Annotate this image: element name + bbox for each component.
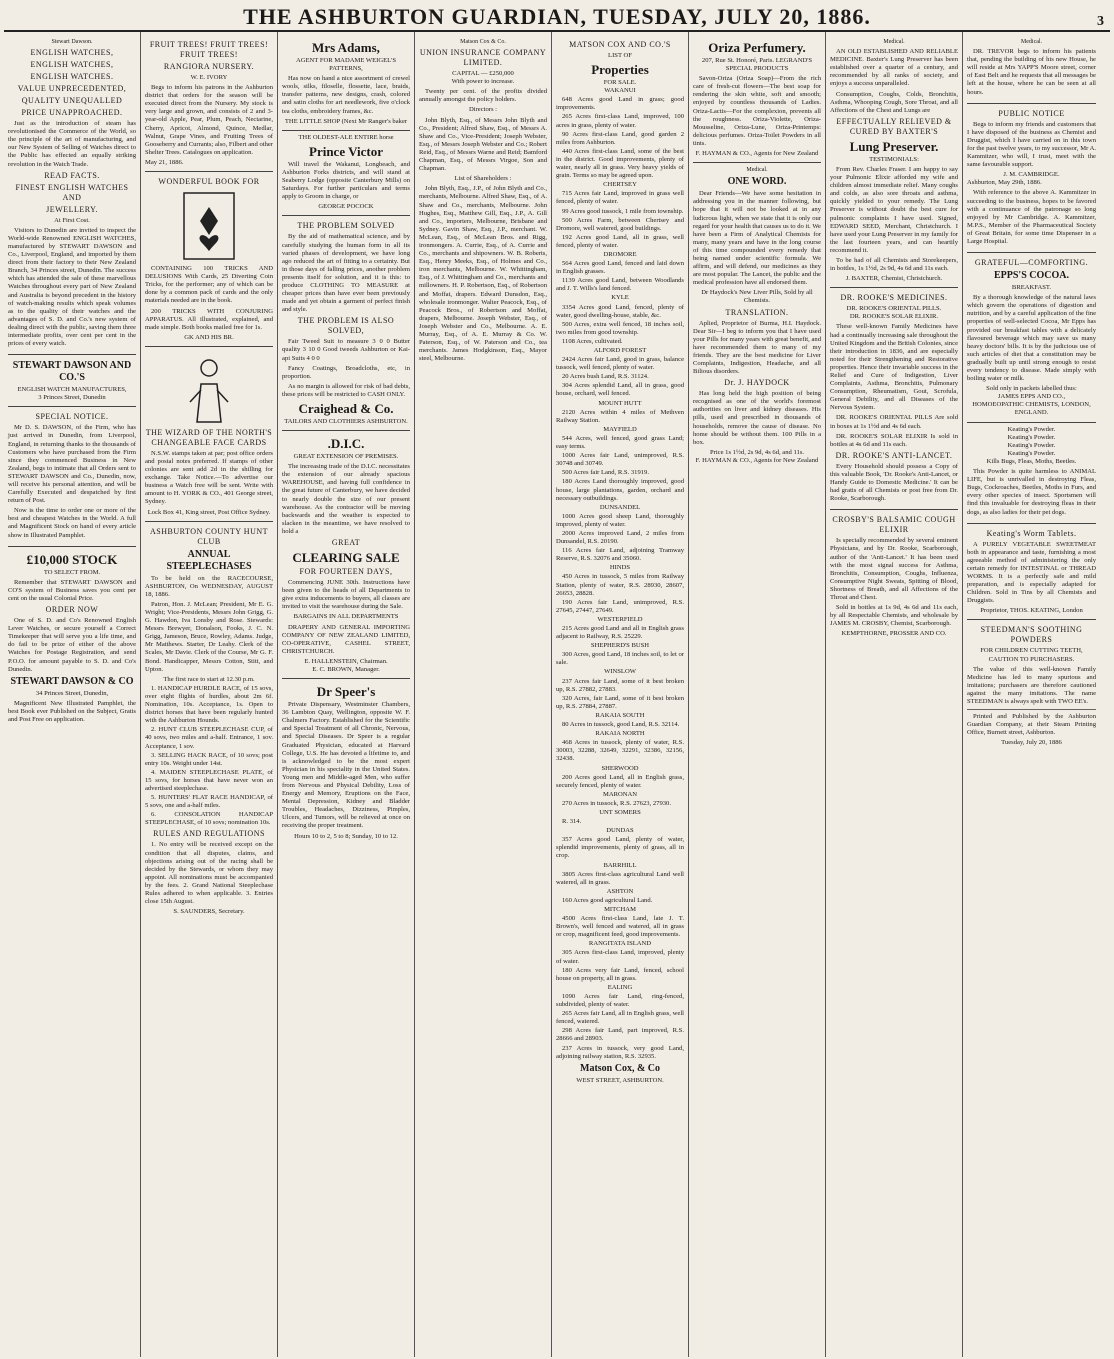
ad-title: Properties bbox=[591, 62, 649, 78]
dr-trevor-ad bbox=[967, 35, 1096, 104]
property-item: 192 Acres good Land, all in grass, well fenced, plenty of water. bbox=[556, 233, 684, 249]
ad-body: As no margin is allowed for risk of bad debts, these prices will be restricted to CASH ONLY. bbox=[282, 382, 410, 398]
ad-body: Just as the introduction of steam has revolutionised the Commerce of the World, so the principle of the art of manufacturing, and our New System of Selling of Watches direct to the Public has effected an equally striking revolution in the Watch Trade. bbox=[8, 120, 136, 168]
ad-address: 34 Princes Street, Dunedin, bbox=[35, 689, 109, 697]
ad-body: By the aid of mathematical science, and by carefully studying the human form in all its varied phases of development, we have long ago reduced the art of fitting to a certainty. But in those days of falling prices, another problem presents itself for solution, and it is this: to produce CLOTHING TO MEASURE at cheaper prices than have ever been previously made and yet obtain a garment of perfect finish and style. bbox=[282, 233, 410, 314]
ad-subhead: TESTIMONIALS: bbox=[869, 155, 919, 163]
ad-line: Keating's Powder. bbox=[1007, 433, 1056, 441]
stock-ad bbox=[8, 547, 136, 730]
property-item: 90 Acres first-class Land, good garden 2 miles from Ashburton. bbox=[556, 130, 684, 146]
ad-firm-sub: TAILORS AND CLOTHIERS ASHBURTON. bbox=[284, 418, 408, 425]
property-item: 180 Acres very fair Land, fenced, school house on property, all in grass. bbox=[556, 966, 684, 982]
ad-subtitle: BREAKFAST. bbox=[1011, 284, 1052, 292]
ad-note: With power to increase. bbox=[451, 78, 515, 86]
ad-body: Patron, Hon. J. McLean; President, Mr E. G. Wright; Vice-Presidents, Messrs John Grigg, G. G. Hawdon, Iva Lonsby and Rose. Stewards: Messrs Brewyer, Donalson, Fooks, J. C. N. Grigg, Jameson, Bruce, Rowley, Adams. Judge, Mr Matthews. Starter, Dr Leahy. Clerk of the Scales, Mr Davie. Clerk of the Course, Mr G. F. Bond. Handicapper, Messrs Cotton, Stitt, and Upton. bbox=[145, 600, 273, 673]
property-item: 564 Acres good Land, fenced and laid down in English grasses. bbox=[556, 260, 684, 276]
ad-body: These well-known Family Medicines have had a continually increasing sale throughout the United Kingdom and the British Colonies, since their introduction in 1836, and are especially noted for their Strengthening and Restorative properties. Hence their invariable success in the Relief and Cure of Indigestion, Liver Complaints, Asthma, Bronchitis, Pulmonary Consumption, Rheumatism, Gout, Scrofula, General Debility, and all Diseases of the Nervous System. bbox=[830, 323, 958, 412]
property-item: 648 Acres good Land in grass; good improvements. bbox=[556, 96, 684, 112]
district-heading: ASHTON bbox=[606, 887, 634, 895]
race-item: 6. CONSOLATION HANDICAP STEEPLECHASE, of 10 sovs; nomination 10s. bbox=[145, 811, 273, 827]
ad-title: EPPS'S COCOA. bbox=[993, 270, 1069, 282]
district-heading: DUNDAS bbox=[606, 827, 634, 835]
mrs-adams-ad bbox=[282, 35, 410, 131]
ad-price: GK AND HIS BR. bbox=[184, 333, 234, 341]
ad-title: STEEDMAN'S SOOTHING POWDERS bbox=[980, 625, 1083, 645]
ad-body: With reference to the above A. Kammitzer in succeeding to the business, hopes to be favored with a continuance of the patronage so long enjoyed by Mr Cambridge. A. Kammitzer, M.P.S., Member of the Pharmaceutical Society of Great Britain, for some time Dispenser in a Large Hospital. bbox=[967, 189, 1096, 245]
ad-body: The increasing trade of the D.I.C. necessitates the extension of our already spacious WAREHOUSE, and having full confidence in the great future of Canterbury, we have decided to nearly double the size of our present warehouse. As the contractor will be moving backwards and the weather is expected to slacken in the meantime, we have resolved to hold a bbox=[282, 463, 410, 535]
imprint-date: Tuesday, July 20, 1886 bbox=[1001, 739, 1062, 747]
property-item: 2424 Acres fair Land, good in grass, balance tussock, well fenced, plenty of water. bbox=[556, 356, 684, 372]
property-item: 500 Acres Farm, between Chertsey and Dromore, well watered, good buildings. bbox=[556, 216, 684, 232]
ad-body: To be had of all Chemists and Storekeepers, in bottles, 1s 1½d, 2s 9d, 4s 6d and 11s each. bbox=[830, 256, 958, 273]
ad-hours: Hours 10 to 2, 5 to 8; Sunday, 10 to 12. bbox=[294, 832, 398, 840]
ad-price: DR. ROOKE'S SOLAR ELIXIR Is sold in bottles at 4s 6d and 11s each. bbox=[830, 432, 958, 448]
stewart-dawson-factory-ad bbox=[8, 355, 136, 407]
property-item: 180 Acres Land thoroughly improved, good house, large plantations, garden, orchard and necessary outbuildings. bbox=[556, 478, 684, 502]
ad-subhead: Dr. J. HAYDOCK bbox=[724, 378, 790, 388]
district-heading: WESTERFIELD bbox=[597, 615, 643, 623]
ad-body: DRAPERY AND GENERAL IMPORTING COMPANY OF NEW ZEALAND LIMITED, CO-OPERATIVE, CASHEL STREET, CHRISTCHURCH. bbox=[282, 623, 410, 655]
ad-signature: J. M. CAMBRIDGE. bbox=[1003, 171, 1060, 179]
ad-title: .D.I.C. bbox=[327, 436, 365, 452]
ad-signature: S. SAUNDERS, Secretary. bbox=[173, 908, 245, 916]
newspaper-title: THE ASHBURTON GUARDIAN, TUESDAY, JULY 20, 1886. bbox=[243, 4, 871, 29]
district-heading: WAKANUI bbox=[604, 87, 636, 95]
ad-title: WONDERFUL BOOK FOR bbox=[158, 177, 260, 187]
ad-line: ENGLISH WATCHES. bbox=[30, 72, 114, 82]
ad-title: THE PROBLEM SOLVED bbox=[297, 221, 395, 231]
district-heading: ALFORD FOREST bbox=[593, 347, 647, 354]
ad-body: One of S. D. and Co's Renowned English Lever Watches, or secure yourself a Correct Timekeeper that will serve you a life time, and do fail to be prize of either of the above Watches for Postage Registration, and send P.O.O. for amount payable to S. D. and Co's Dunedin. bbox=[8, 617, 136, 673]
column-5 bbox=[552, 32, 689, 1357]
special-notice-ad bbox=[8, 407, 136, 546]
ad-body: Remember that STEWART DAWSON and CO'S system of Business saves you cent per cent on the usual Colonial Price. bbox=[8, 578, 136, 602]
imprint: Printed and Published by the Ashburton Guardian Company, at their Steam Printing Office, Burnett street, Ashburton. bbox=[967, 713, 1096, 737]
district-heading: RAKAIA SOUTH bbox=[595, 711, 645, 719]
divider bbox=[967, 709, 1096, 710]
ad-signature: Dr Haydock's New Liver Pills, Sold by all Chemists. bbox=[701, 289, 813, 305]
property-item: 2120 Acres within 4 miles of Methven Railway Station. bbox=[556, 408, 684, 424]
ad-subhead: GREAT bbox=[331, 538, 361, 548]
keating-worm-ad bbox=[967, 524, 1096, 621]
race-item: 1. HANDICAP HURDLE RACE, of 15 sovs, over eight flights of hurdles, about 2m 6f. Nomination, 10s. Acceptance, 1s. Open to district horses that have been regularly hunted with the Ashburton Hounds. bbox=[145, 684, 273, 725]
ad-subhead: CLEARING SALE bbox=[292, 550, 400, 566]
ad-agent: KEMPTHORNE, PROSSER AND CO. bbox=[841, 630, 947, 638]
ad-title: ASHBURTON COUNTY HUNT CLUB bbox=[149, 526, 269, 546]
ad-title: SPECIAL NOTICE. bbox=[35, 412, 109, 422]
ad-title: STEWART DAWSON & CO bbox=[10, 675, 134, 687]
district-heading: BARRHILL bbox=[603, 861, 637, 869]
district-heading: EALING bbox=[607, 983, 633, 991]
property-item: 1090 Acres fair Land, ring-fenced, subdivided, plenty of water. bbox=[556, 992, 684, 1009]
race-item: 2. HUNT CLUB STEEPLECHASE CUP, of 40 sovs, two miles and a-half. Entrance, 1 sov. Acceptance, 1 sov. bbox=[145, 726, 273, 750]
ad-body: Sold in bottles at 1s 9d, 4s 6d and 11s each, by all Respectable Chemists, and wholesale by JAMES M. CROSBY, Chemist, Scarborough. bbox=[830, 604, 958, 628]
ad-signature: E. C. BROWN, Manager. bbox=[312, 665, 380, 673]
ad-body: Is specially recommended by several eminent Physicians, and by Dr. Rooke, Scarborough, author of the 'Anti-Lancet.' It has been used with the most signal success for Asthma, Bronchitis, Consumption, Coughs, Influenza, Consumptive Night Sweats, Spitting of Blood, Shortness of Breath, and all Affections of the Throat and Chest. bbox=[830, 537, 958, 601]
property-item: 544 Acres, well fenced, good grass Land; easy terms. bbox=[556, 434, 684, 451]
ad-firm: Craighead & Co. bbox=[298, 401, 394, 416]
keating-powder-ad bbox=[967, 423, 1096, 524]
ad-subhead: TRANSLATION. bbox=[725, 307, 789, 317]
property-item: 357 Acres good Land, plenty of water, splendid improvements, plenty of grass, all in crop. bbox=[556, 836, 684, 860]
column-4 bbox=[415, 32, 552, 1357]
oriza-ad bbox=[693, 35, 821, 163]
ad-body: To be held on the RACECOURSE, ASHBURTON, On WEDNESDAY, AUGUST 18, 1886. bbox=[145, 574, 273, 598]
ad-subhead: List of Shareholders : bbox=[454, 175, 512, 183]
hunt-club-ad bbox=[145, 522, 273, 921]
property-item: R. 314. bbox=[562, 818, 582, 826]
ad-title: UNION INSURANCE COMPANY LIMITED. bbox=[419, 48, 547, 68]
ad-body: Magnificent New Illustrated Pamphlet, the best Book ever Published on the Subject, Gratis and Post Free on application. bbox=[8, 699, 136, 723]
property-item: 116 Acres fair Land, adjoining Tramway Reserve, R.S. 32076 and 35060. bbox=[556, 547, 684, 563]
ad-subhead: EFFECTUALLY RELIEVED & CURED BY BAXTER'S bbox=[836, 116, 952, 136]
columns bbox=[4, 32, 1110, 1357]
ad-body: Private Dispensary, Westminster Chambers, 36 Lambton Quay, Wellington, opposite W. F. Chalmers Factory. Established for the Scientific and Special Treatment of all Chronic, Nervous, and Special Diseases. Dr Speer is a regular Graduated Physician, educated at Harvard College, U.S. He has devoted a lifetime to, and is acknowledged to be the most expert Physician in his speciality in the United States. Young men and Middle-aged Men, who suffer from Nervous and Physical Debility, Loss of Energy and Memory, Eruptions on the Face, Mental Depression, Kidney and Bladder Troubles, Headaches, Dizziness, Pimples, Ulcers, and Tumors, will be relieved at once on receiving the proper treatment. bbox=[282, 701, 410, 830]
column-1 bbox=[4, 32, 141, 1357]
ad-body: A PURELY VEGETABLE SWEETMEAT both in appearance and taste, furnishing a most agreeable method of administering the only certain remedy for INTESTINAL or THREAD WORMS. It is a perfectly safe and mild preparation, and is especially adapted for Children. Sold in Tins by all Chemists and Druggists. bbox=[967, 540, 1096, 605]
ad-header: Medical. bbox=[883, 39, 905, 45]
ad-date: Ashburton, May 29th, 1886. bbox=[967, 179, 1042, 187]
wizard-cards-ad bbox=[145, 347, 273, 522]
ad-firm: JAMES EPPS AND CO., bbox=[997, 393, 1066, 401]
property-item: 1108 Acres, cultivated. bbox=[562, 337, 623, 345]
ad-subhead: The first race to start at 12.30 p.m. bbox=[163, 675, 255, 683]
property-item: 500 Acres, extra well fenced, 18 inches soil, two miles from good township. bbox=[556, 320, 684, 336]
price-list: Fair Tweed Suit to measure 3 0 0 Butter quality 3 10 0 Good tweeds Ashburton or Kai-api Suits 4 0 0 bbox=[282, 338, 410, 362]
public-notice-ad bbox=[967, 104, 1096, 253]
dic-ad bbox=[282, 431, 410, 679]
property-item: 237 Acres fair Land, some of it best broken up, R.S. 27882, 27883. bbox=[556, 677, 684, 693]
ad-header: MATSON COX AND CO.'S bbox=[569, 40, 671, 49]
ad-agent: F. HAYMAN & CO., Agents for New Zealand bbox=[695, 456, 819, 464]
ad-subhead: Kills Bugs, Fleas, Moths, Beetles. bbox=[986, 457, 1077, 465]
rooke-ad bbox=[830, 288, 958, 510]
property-item: 304 Acres splendid Land, all in grass, good house, orchard, well fenced. bbox=[556, 382, 684, 398]
ad-subhead: RULES AND REGULATIONS bbox=[153, 829, 265, 839]
ad-subtitle: TO SELECT FROM. bbox=[43, 568, 101, 576]
ad-title: Keating's Worm Tablets. bbox=[986, 528, 1077, 538]
ad-body: CONTAINING 100 TRICKS AND DELUSIONS With Cards, 25 Diverting Coin Tricks, for the performer; any of which can be done by a common pack of cards and the only materials needed are in the book. bbox=[145, 265, 273, 305]
property-item: 1000 Acres fair Land, unimproved, R.S. 30748 and 30749. bbox=[556, 452, 684, 468]
ad-body: Consumption, Coughs, Colds, Bronchitis, Asthma, Whooping Cough, Sore Throat, and all Affections of the Chest and Lungs are bbox=[830, 90, 958, 114]
ad-body: AN OLD ESTABLISHED AND RELIABLE MEDICINE. Baxter's Lung Preserver has been established over a quarter of a century, and recommended by all ranks of society, and enjoys a success unparalleled. bbox=[830, 48, 958, 88]
ad-subtitle: GREAT EXTENSION OF PREMISES. bbox=[293, 453, 399, 461]
ad-address: 3 Princes Street, Dunedin bbox=[38, 394, 106, 402]
ad-title: Dr Speer's bbox=[316, 684, 376, 700]
ad-subtitle: LIST OF bbox=[608, 52, 632, 59]
ad-body: Mr D. S. DAWSON, of the Firm, who has just arrived in Dunedin, from Liverpool, England, in returning thanks to the thousands of Customers who have purchased from the Firm since they commenced Business in New Zealand, begs to intimate that all Orders sent to STEWART DAWSON and Co., Dunedin, now, will receive his personal attention, and will be Carefully Executed and despatched by first return of Post. bbox=[8, 424, 136, 505]
ad-body: Now is the time to order one or more of the best and cheapest Watches in the World. A full and Magnificent Stock on hand of every article show in Illustrated Pamphlet. bbox=[8, 507, 136, 539]
ad-subhead: CAUTION TO PURCHASERS. bbox=[988, 655, 1075, 663]
district-heading: SHEPHERD'S BUSH bbox=[590, 642, 650, 650]
ad-address: Lock Box 41, King street, Post Office Sydney. bbox=[147, 508, 271, 516]
ad-subhead: BARGAINS IN ALL DEPARTMENTS bbox=[293, 613, 399, 621]
ad-subtitle: DR. ROOKE'S ORIENTAL PILLS. bbox=[846, 305, 942, 313]
property-item: 237 Acres in tussock, very good Land, adjoining railway station, R.S. 32935. bbox=[556, 1044, 684, 1060]
district-heading: RAKAIA NORTH bbox=[595, 730, 645, 738]
district-heading: KYLE bbox=[611, 294, 629, 302]
ad-body: Twenty per cent. of the profits divided annually amongst the policy holders. bbox=[419, 88, 547, 104]
column-8 bbox=[963, 32, 1100, 1357]
property-item: 300 Acres, good Land, 18 inches soil, to let or sale. bbox=[556, 651, 684, 667]
conjuring-book-ad bbox=[145, 172, 273, 347]
insurance-ad bbox=[419, 35, 547, 369]
ad-line: ENGLISH WATCHES, bbox=[30, 48, 114, 58]
ad-line: PRICE UNAPPROACHED. bbox=[21, 108, 123, 118]
property-item: 500 Acres fair Land, R.S. 31919. bbox=[562, 469, 649, 477]
district-heading: RANGITATA ISLAND bbox=[588, 940, 652, 948]
ad-title: PUBLIC NOTICE bbox=[998, 108, 1065, 118]
ad-subhead: At First Cost. bbox=[54, 216, 90, 224]
property-item: 305 Acres first-class Land, improved, plenty of water. bbox=[556, 949, 684, 965]
properties-ad bbox=[556, 35, 684, 1089]
prince-victor-ad bbox=[282, 131, 410, 217]
ad-body: Will travel the Wakanui, Longbeach, and Ashburton Forks districts, and will stand at Seaberry Lodge (opposite Canterbury Mills) on Saturdays. For further particulars and terms apply to Groom in charge, or bbox=[282, 160, 410, 201]
ad-line: Keating's Powder. bbox=[1007, 441, 1056, 449]
property-item: 1139 Acres good Land, between Woodlands and J. T. Wills's land fenced. bbox=[556, 277, 684, 293]
crosby-ad bbox=[830, 510, 958, 642]
property-item: 715 Acres fair Land, improved in grass well fenced, plenty of water. bbox=[556, 190, 684, 206]
ad-body: 1. No entry will be received except on the condition that all disputes, claims, and objections arising out of the racing shall be decided by the Stewards, or whom they may appoint. All nominations must be accompanied by the fees. 2. Grand National Steeplechase Rules adhered to when applicable. 3. Entries close 15th August. bbox=[145, 841, 273, 906]
ad-signature: Proprietor, THOS. KEATING, London bbox=[980, 607, 1083, 615]
ad-title: Mrs Adams, bbox=[312, 40, 380, 55]
ad-title: DR. ROOKE'S MEDICINES. bbox=[840, 293, 948, 303]
ad-header: Medical. bbox=[1020, 39, 1043, 45]
ad-header: Stewart Dawson. bbox=[51, 39, 93, 45]
ad-body: John Blyth, Esq., J.P., of John Blyth and Co., merchants, Melbourne. Alfred Shaw, Esq., of A. Shaw and Co., merchants, Melbourne. John Hughes, Esq., Matthew Gill, Esq., J.P., A. Gill and Co., importers, Melbourne, Brisbane and Sydney. Gavin Shaw, Esq., J.P., merchant. W. McLean, Esq., of McLean Bros. and Rigg, ironmongers. A. Currie, Esq., of A. Currie and Co., merchants and shipowners. W. B. Roberts, Esq., Henry Meeks, Esq., of Holmes and Co., iron merchants, Melbourne. W. Whittingham, Esq., of J. Whittingham and Co., merchants and millowners. H. P. Robertson, Esq., of Robertson and Moffat, drapers. Edward Dunsdon, Esq., wholesale ironmonger. Walter Peacock, Esq., of Peacock Bros., of Robertson and Moffat, drapers, Melbourne. Joseph Webster, Esq., of Joseph Webster and Co., Melbourne. A. E. Murray, Esq., of A. E. Murray & Co. W. Paterson, Esq., of W. Paterson and Co., tea merchants. James Hodgkinson, Esq., Mayor steel, Melbourne. bbox=[419, 185, 547, 363]
ad-line: QUALITY UNEQUALLED bbox=[21, 96, 123, 106]
district-heading: MITCHAM bbox=[604, 906, 636, 913]
ad-header: Matson Cox & Co. bbox=[460, 39, 506, 45]
ad-body: Begs to inform my friends and customers that I have disposed of the business as Chemist and Druggist, which I have carried on in this town for the past twelve years, to my successor, Mr A. Kammitzer, who will, I trust, meet with the same favourable support. bbox=[967, 120, 1096, 169]
district-heading: UNT SOMERS bbox=[599, 808, 641, 816]
ad-firm-sub: HOMOEOPATHIC CHEMISTS, LONDON, ENGLAND. bbox=[972, 401, 1091, 417]
ad-firm: Matson Cox, & Co bbox=[580, 1062, 660, 1074]
ad-body: From Rev. Charles Fraser. I am happy to say your Pulmonic Elixir afforded my wife and children almost immediate relief. Many coughs and colds, as also sore throats and asthma, quickly yielded to your remedy. The Lung Preserver is without doubt the best cure for pulmonic complaints I have used. Signed, EDWARD SEED, Merchant, Christchurch. I have used your Lung Preserver in my family for the last fourteen years, and can heartily recommend it. bbox=[830, 165, 958, 254]
ad-price: Price 1s 1½d, 2s 9d, 4s 6d, and 11s. bbox=[709, 448, 805, 456]
property-item: 80 Acres in tussock, good Land, R.S. 32114. bbox=[562, 721, 680, 729]
district-heading: CHERTSEY bbox=[603, 181, 637, 189]
ad-subhead: THE PROBLEM IS ALSO SOLVED, bbox=[297, 316, 395, 336]
district-heading: MOUNT HUTT bbox=[598, 399, 642, 407]
district-heading: MAYFIELD bbox=[603, 425, 637, 433]
ad-title: Oriza Perfumery. bbox=[708, 40, 806, 55]
property-item: 270 Acres in tussock, R.S. 27623, 27930. bbox=[562, 799, 671, 807]
ad-body: DR. TREVOR begs to inform his patients that, pending the building of his new House, he will reside at Mrs YAPP'S Moore street, corner of East Belt and he requests that all messages be left at the house, where he can be seen at all hours. bbox=[967, 48, 1096, 96]
ad-subhead: GRATEFUL—COMFORTING. bbox=[974, 258, 1089, 268]
ad-note: Sold only in packets labelled thus: bbox=[986, 385, 1077, 393]
ad-body: This Powder is quite harmless to ANIMAL LIFE, but is unrivalled in destroying Fleas, Bugs, Cockroaches, Beetles, Moths in Furs, and every other species of insect. Sportsmen will find this invaluable for destroying fleas in their dogs, as also ladies for their pet dogs. bbox=[967, 468, 1096, 516]
property-item: 468 Acres in tussock, plenty of water, R.S. 30003, 32288, 32649, 32291, 32386, 32156, 32438. bbox=[556, 739, 684, 763]
ad-title: £10,000 STOCK bbox=[26, 551, 118, 567]
ad-line: ENGLISH WATCHES, bbox=[30, 60, 114, 70]
ad-capital: CAPITAL — £250,000 bbox=[452, 70, 514, 78]
property-item: 265 Acres fair Land, all in English grass, well fenced, watered. bbox=[556, 1010, 684, 1026]
ad-body: Savon-Oriza (Oriza Soap)—From the rich care of fresh-cut flowers—The best soap for rendering the skin white, soft and smooth; enjoyed by countless thousands of Ladies. Oriza-Lactis—For the complexion, prevents all the roughness. Oriza-Violette, Oriza-Mousseline, Oriza-Lune, Oriza-Printemps: delicious perfumes. Oriza-Toilet Powders in all tints. bbox=[693, 75, 821, 147]
epps-cocoa-ad bbox=[967, 253, 1096, 423]
property-item: 99 Acres good tussock, 1 mile from township. bbox=[562, 207, 684, 215]
property-item: 2000 Acres improved Land, 2 miles from Dunsandel, R.S. 20190. bbox=[556, 529, 684, 546]
property-item: 3805 Acres first-class agricultural Land well watered, all in grass. bbox=[556, 870, 684, 886]
property-item: 4500 Acres first-class Land, late J. T. Brown's, well fenced and watered, all in grass or crop, magnificent feed, good improvements. bbox=[556, 915, 684, 939]
property-item: 215 Acres good Land and all in English grass adjacent to Railway, R.S. 25229. bbox=[556, 625, 684, 641]
ad-title: THE WIZARD OF THE NORTH'S CHANGEABLE FACE CARDS bbox=[145, 427, 273, 447]
ad-subhead: Directors : bbox=[468, 106, 497, 114]
ad-title: Lung Preserver. bbox=[849, 138, 939, 154]
ad-name: W. E. IVORY bbox=[190, 74, 228, 81]
column-3 bbox=[278, 32, 415, 1357]
ad-body: Every Household should possess a Copy of this valuable Book, 'Dr. Rooke's Anti-Lancet, or Handy Guide to Domestic Medicine.' It can be had gratis of all Chemists or post free from Dr. Rooke, Scarborough. bbox=[830, 462, 958, 503]
masthead bbox=[4, 4, 1110, 32]
ad-address: THE LITTLE SHOP (Next Mr Ranger's baker bbox=[284, 117, 408, 125]
ad-subtitle: DR. ROOKE'S SOLAR ELIXIR. bbox=[849, 313, 939, 321]
ad-body: The value of this well-known Family Medicine has led to many spurious and imitations; purchasers are therefore cautioned against the many imitations. The name STEEDMAN is always spelt with TWO EE's. bbox=[967, 665, 1096, 705]
ad-header: Medical. bbox=[746, 167, 768, 174]
property-item: 160 Acres good agricultural Land. bbox=[562, 896, 653, 904]
ad-line: VALUE UNPRECEDENTED, bbox=[17, 84, 127, 94]
property-item: 320 Acres, fair Land, some of it best broken up, R.S. 27884, 27887. bbox=[556, 694, 684, 710]
district-heading: MARONAN bbox=[602, 790, 638, 798]
ad-body: Aplied, Proprietor of Burma, H.I. Haydock. Dear Sir—I beg to inform you that I have used your Pills for many years with great benefit, and have recommended them to many of my friends. They are the best medicine for Liver Complaints, Indigestion, Headache, and all Bilious disorders. bbox=[693, 319, 821, 376]
craighead-ad bbox=[282, 216, 410, 431]
ad-body: Visitors to Dunedin are invited to inspect the World-wide Renowned ENGLISH WATCHES, manufactured by STEWART DAWSON and Co., Liverpool, England, and imported by them direct from their factory to their New Zealand Branch, 34 Princes street, Dunedin. The success which has attended the sale of these marvellous Watches throughout every part of New Zealand and Australia is beyond precedent in the history of watch-making results which speak volumes as to the quality of their watches and the advantages of S. D. and Co.'s new system of dealing direct with the public, saving them three intermediate profits, over cent per cent in the prices of every watch. bbox=[8, 226, 136, 348]
race-item: 4. MAIDEN STEEPLECHASE PLATE, of 15 sovs, for horses that have never won an advertised steeplechase. bbox=[145, 768, 273, 792]
one-word-ad bbox=[693, 163, 821, 469]
ad-subtitle: ENGLISH WATCH MANUFACTURES, bbox=[17, 386, 127, 394]
ad-subhead: FINEST ENGLISH WATCHES AND bbox=[15, 182, 129, 202]
column-7 bbox=[826, 32, 963, 1357]
ad-subtitle: RANGIORA NURSERY. bbox=[163, 62, 255, 71]
property-item: 20 Acres bush Land, R.S. 31124. bbox=[562, 373, 649, 381]
ad-body: Fancy Coatings, Broadcloths, etc, in proportion. bbox=[282, 364, 410, 380]
ad-subhead: DR. ROOKE'S ANTI-LANCET. bbox=[835, 450, 953, 460]
ad-body: Commencing JUNE 30th. Instructions have been given to the heads of all Departments to give extra inducements to buyers, all classes are invited to visit the warehouse during the Sale. bbox=[282, 579, 410, 611]
ad-agent: F. HAYMAN & CO., Agents for New Zealand bbox=[695, 150, 819, 158]
ad-subhead: READ FACTS. bbox=[44, 170, 100, 180]
property-item: 298 Acres fair Land, part improved, R.S. 28666 and 28903. bbox=[556, 1027, 684, 1043]
property-item: 1000 Acres good sheep Land, thoroughly improved, plenty of water. bbox=[556, 512, 684, 528]
ad-price: DR. ROOKE'S ORIENTAL PILLS Are sold in boxes at 1s 1½d and 4s 6d each. bbox=[830, 414, 958, 430]
district-heading: DROMORE bbox=[603, 250, 637, 258]
ad-subtitle: ANNUAL STEEPLECHASES bbox=[166, 548, 252, 572]
ad-body: John Blyth, Esq., of Messrs John Blyth and Co., President; Alfred Shaw, Esq., of Messrs A. Shaw and Co., Vice-President; Joseph Webster, Esq., of Messrs Joseph Webster and Co.; Robert Reid, Esq., of Messrs Warne and Reid; Bamford Chapman, Esq., of Messrs Virgoe, Son and Chapman. bbox=[419, 116, 547, 173]
property-item: 200 Acres good Land, all in English grass, securely fenced, plenty of water. bbox=[556, 773, 684, 789]
district-heading: DUNSANDEL bbox=[599, 503, 641, 511]
ad-subhead: ORDER NOW bbox=[45, 605, 99, 615]
property-item: 440 Acres first-class Land, some of the best in the district. Good improvements, plenty of water, nearly all in grass. Very heavy yields of grain. Terms so may be agreed upon. bbox=[556, 147, 684, 180]
ad-date: May 21, 1886. bbox=[145, 158, 184, 166]
ad-title: Prince Victor bbox=[309, 143, 383, 159]
lung-preserver-ad bbox=[830, 35, 958, 288]
fruit-trees-ad bbox=[145, 35, 273, 172]
ad-subtitle: AGENT FOR MADAME WEIGEL'S PATTERNS, bbox=[295, 57, 397, 73]
steedman-ad bbox=[967, 620, 1096, 751]
ad-body: Begs to inform his patrons in the Ashburton district that orders for the season will be executed direct from the Nursery. My stock is very large and grown, and consists of 2 and 3-year-old Apple, Pear, Plum, Peach, Nectarine, Cherry, Apricot, Almond, Quince, Medlar, Walnut, Grape Vines, and Fruiting Trees of Gooseberry and Currants; also, Filbert and other Shelter Trees. Catalogues on application. bbox=[145, 84, 273, 156]
stewart-dawson-ad bbox=[8, 35, 136, 355]
ad-title: ONE WORD. bbox=[727, 176, 787, 188]
district-heading: HINDS bbox=[609, 564, 631, 572]
ad-body: 200 TRICKS WITH CONJURING APPARATUS. All illustrated, explained, and made simple. Both books mailed free for 1s. bbox=[145, 307, 273, 331]
race-item: 3. SELLING HACK RACE, of 10 sovs; post entry 10s. Weight under 14st. bbox=[145, 751, 273, 767]
wizard-figure-icon bbox=[182, 354, 236, 424]
ad-agent: J. BAXTER, Chemist, Christchurch. bbox=[845, 275, 943, 283]
ad-subtitle: FOR CHILDREN CUTTING TEETH, bbox=[980, 647, 1083, 655]
ad-body: Dear Friends—We have some hesitation in addressing you in the manner following, but hope that it will not be looked at in any ludicrous light, when we state that it is only our regard for your health that causes us to do it. We have been a Firm of Analytical Chemists for many, many years and have in the long course of this time compounded every remedy that being named under scientific formula. We affirm, and will defend, our medicines as they are most popular. The Lancet, the public and the medical profession have all endorsed them. bbox=[693, 190, 821, 287]
ad-body: Has now on hand a nice assortment of crewel wools, silks, filoselle, flossette, lace, braids, transfer patterns, new designs, crash, colored and satin cloths for art needlework, five o'clock tea cloths, embroidery frames, &c. bbox=[282, 75, 410, 115]
column-2 bbox=[141, 32, 278, 1357]
district-heading: WINSLOW bbox=[604, 668, 636, 676]
page-number: 3 bbox=[1097, 14, 1104, 29]
ad-subtitle: THE OLDEST-ALE ENTIRE horse bbox=[298, 133, 394, 141]
ad-title: STEWART DAWSON AND CO.'S bbox=[12, 360, 132, 384]
ad-subhead: JEWELLERY. bbox=[46, 204, 98, 214]
ad-line: Keating's Powder. bbox=[1007, 425, 1056, 433]
playing-card-icon bbox=[182, 191, 236, 261]
ad-body: Has long held the high position of being recognised as one of the world's foremost authorities on liver and kidney diseases. His pills, used and prescribed in thousands of households, remove the cause of disease. No home should be without them. 100 Pills in a box. bbox=[693, 390, 821, 446]
property-item: 3354 Acres good Land, fenced, plenty of water, good dwelling-house, stable, &c. bbox=[556, 303, 684, 319]
ad-subhead: FOR FOURTEEN DAYS, bbox=[299, 567, 393, 577]
ad-address: WEST STREET, ASHBURTON. bbox=[576, 1076, 664, 1084]
property-item: 190 Acres fair Land, unimproved, R.S. 27645, 27447, 27649. bbox=[556, 598, 684, 614]
race-item: 5. HUNTERS' FLAT RACE HANDICAP, of 5 sovs, one and a-half miles. bbox=[145, 794, 273, 810]
ad-body: N.S.W. stamps taken at par; post office orders and postal notes preferred. If stamps of other colonies are sent add 2d in the shilling for exchange. Take Notice.—To advertise our business a Watch free will be sent. Write with amount to H. YORK & CO., 401 George street, Sydney. bbox=[145, 449, 273, 506]
ad-signature: E. HALLENSTEIN, Chairman. bbox=[304, 657, 388, 665]
district-heading: SHERWOOD bbox=[601, 764, 639, 772]
ad-body: By a thorough knowledge of the natural laws which govern the operations of digestion and nutrition, and by a careful application of the fine properties of well-selected Cocoa, Mr Epps has provided our breakfast tables with a delicately flavoured beverage which may save us many heavy doctors' bills. It is by the judicious use of such articles of diet that a constitution may be gradually built up until strong enough to resist every tendency to disease. Made simply with boiling water or milk. bbox=[967, 294, 1096, 383]
property-item: 265 Acres first-class Land, improved, 100 acres in grass, plenty of water. bbox=[556, 113, 684, 129]
column-6 bbox=[689, 32, 826, 1357]
dr-speer-ad bbox=[282, 679, 410, 845]
ad-line: Keating's Powder. bbox=[1007, 449, 1056, 457]
ad-address: 207, Rue St. Honoré, Paris. LEGRAND'S SPECIAL PRODUCTS bbox=[701, 57, 813, 73]
property-item: 450 Acres in tussock, 5 miles from Railway Station, plenty of water, R.S. 28930, 28607, 26653, 28828. bbox=[556, 573, 684, 597]
ad-signature: GEORGE POCOCK bbox=[318, 203, 374, 211]
ad-subtitle: FOR SALE. bbox=[603, 79, 637, 87]
ad-title: FRUIT TREES! FRUIT TREES! FRUIT TREES! bbox=[149, 40, 269, 59]
ad-title: CROSBY'S BALSAMIC COUGH ELIXIR bbox=[832, 515, 956, 535]
